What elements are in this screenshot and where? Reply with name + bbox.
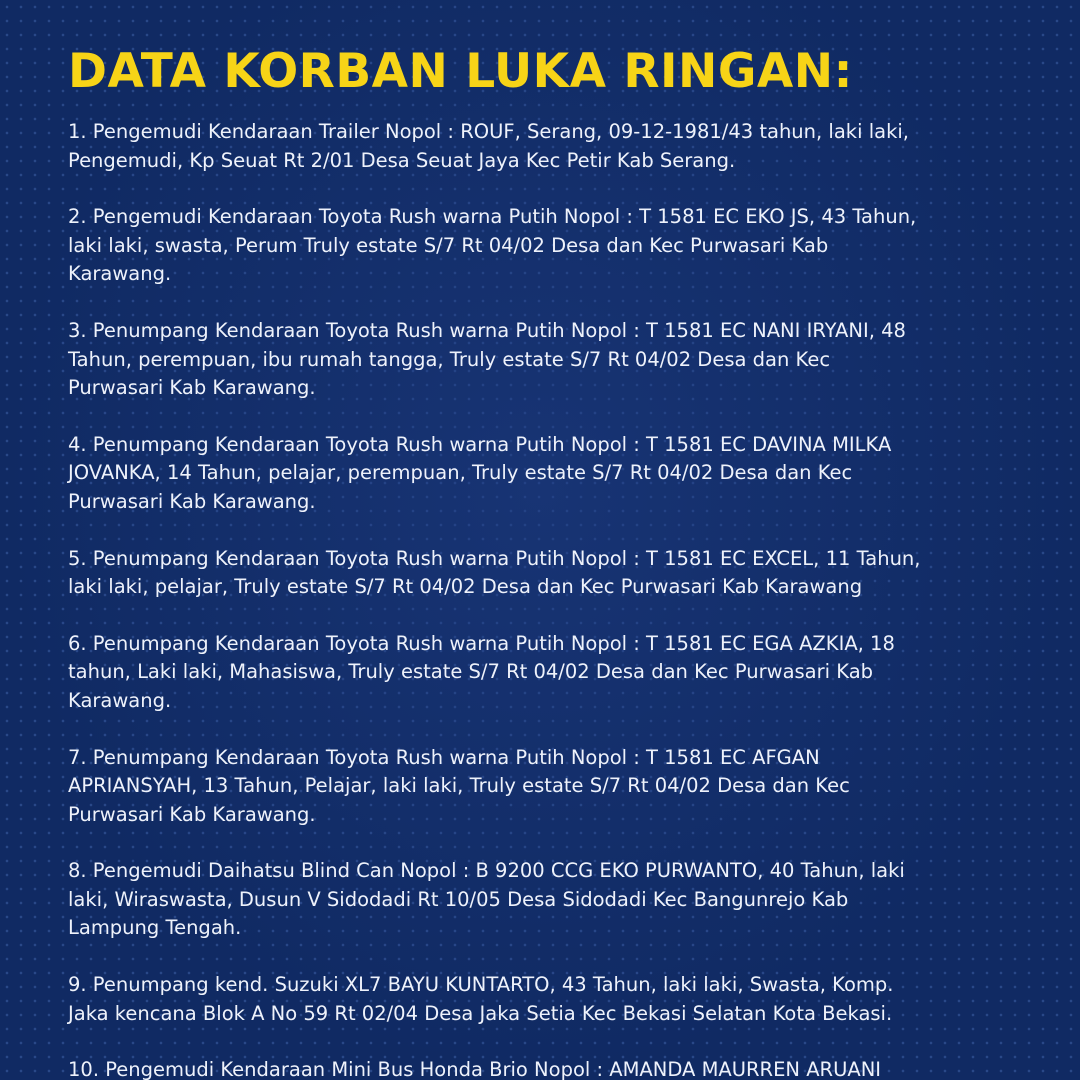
page-title: DATA KORBAN LUKA RINGAN: xyxy=(68,44,853,99)
entry-line: Lampung Tengah. xyxy=(68,916,242,940)
victim-entry-4 xyxy=(68,431,998,517)
entry-line: 8. Pengemudi Daihatsu Blind Can Nopol : B 9200 CCG EKO PURWANTO, 40 Tahun, laki xyxy=(68,859,905,883)
entry-line: 9. Penumpang kend. Suzuki XL7 BAYU KUNTARTO, 43 Tahun, laki laki, Swasta, Komp. xyxy=(68,973,894,997)
entry-line: APRIANSYAH, 13 Tahun, Pelajar, laki laki, Truly estate S/7 Rt 04/02 Desa dan Kec xyxy=(68,774,850,798)
entry-line: Karawang. xyxy=(68,262,172,286)
entry-line: Purwasari Kab Karawang. xyxy=(68,376,316,400)
victim-entry-5 xyxy=(68,545,998,602)
victim-entry-8 xyxy=(68,857,998,943)
entry-line: tahun, Laki laki, Mahasiswa, Truly estate S/7 Rt 04/02 Desa dan Kec Purwasari Kab xyxy=(68,660,874,684)
entry-line: 10. Pengemudi Kendaraan Mini Bus Honda Brio Nopol : AMANDA MAURREN ARUANI xyxy=(68,1058,882,1080)
entry-line: 3. Penumpang Kendaraan Toyota Rush warna Putih Nopol : T 1581 EC NANI IRYANI, 48 xyxy=(68,318,906,342)
entry-line: JOVANKA, 14 Tahun, pelajar, perempuan, Truly estate S/7 Rt 04/02 Desa dan Kec xyxy=(68,461,853,485)
victim-list xyxy=(68,118,998,1080)
entry-line: Purwasari Kab Karawang. xyxy=(68,802,316,826)
entry-line: Jaka kencana Blok A No 59 Rt 02/04 Desa Jaka Setia Kec Bekasi Selatan Kota Bekasi. xyxy=(68,1001,893,1025)
victim-entry-7 xyxy=(68,744,998,830)
entry-line: 5. Penumpang Kendaraan Toyota Rush warna Putih Nopol : T 1581 EC EXCEL, 11 Tahun, xyxy=(68,546,921,570)
victim-entry-3 xyxy=(68,317,998,403)
entry-line: 4. Penumpang Kendaraan Toyota Rush warna Putih Nopol : T 1581 EC DAVINA MILKA xyxy=(68,432,892,456)
victim-entry-6 xyxy=(68,630,998,716)
victim-entry-10 xyxy=(68,1056,998,1080)
entry-line: laki, Wiraswasta, Dusun V Sidodadi Rt 10/05 Desa Sidodadi Kec Bangunrejo Kab xyxy=(68,887,849,911)
entry-line: Tahun, perempuan, ibu rumah tangga, Truly estate S/7 Rt 04/02 Desa dan Kec xyxy=(68,347,831,371)
entry-line: laki laki, pelajar, Truly estate S/7 Rt 04/02 Desa dan Kec Purwasari Kab Karawang xyxy=(68,575,863,599)
entry-line: laki laki, swasta, Perum Truly estate S/7 Rt 04/02 Desa dan Kec Purwasari Kab xyxy=(68,233,829,257)
victim-entry-2 xyxy=(68,203,998,289)
entry-line: 1. Pengemudi Kendaraan Trailer Nopol : ROUF, Serang, 09-12-1981/43 tahun, laki laki, xyxy=(68,120,909,143)
entry-line: Pengemudi, Kp Seuat Rt 2/01 Desa Seuat Jaya Kec Petir Kab Serang. xyxy=(68,148,736,172)
entry-line: Karawang. xyxy=(68,688,172,712)
entry-line: 6. Penumpang Kendaraan Toyota Rush warna Putih Nopol : T 1581 EC EGA AZKIA, 18 xyxy=(68,631,895,655)
victim-entry-9 xyxy=(68,971,998,1028)
entry-line: Purwasari Kab Karawang. xyxy=(68,489,316,513)
entry-line: 2. Pengemudi Kendaraan Toyota Rush warna Putih Nopol : T 1581 EC EKO JS, 43 Tahun, xyxy=(68,205,917,229)
victim-entry-1 xyxy=(68,118,998,175)
entry-line: 7. Penumpang Kendaraan Toyota Rush warna Putih Nopol : T 1581 EC AFGAN xyxy=(68,745,820,769)
